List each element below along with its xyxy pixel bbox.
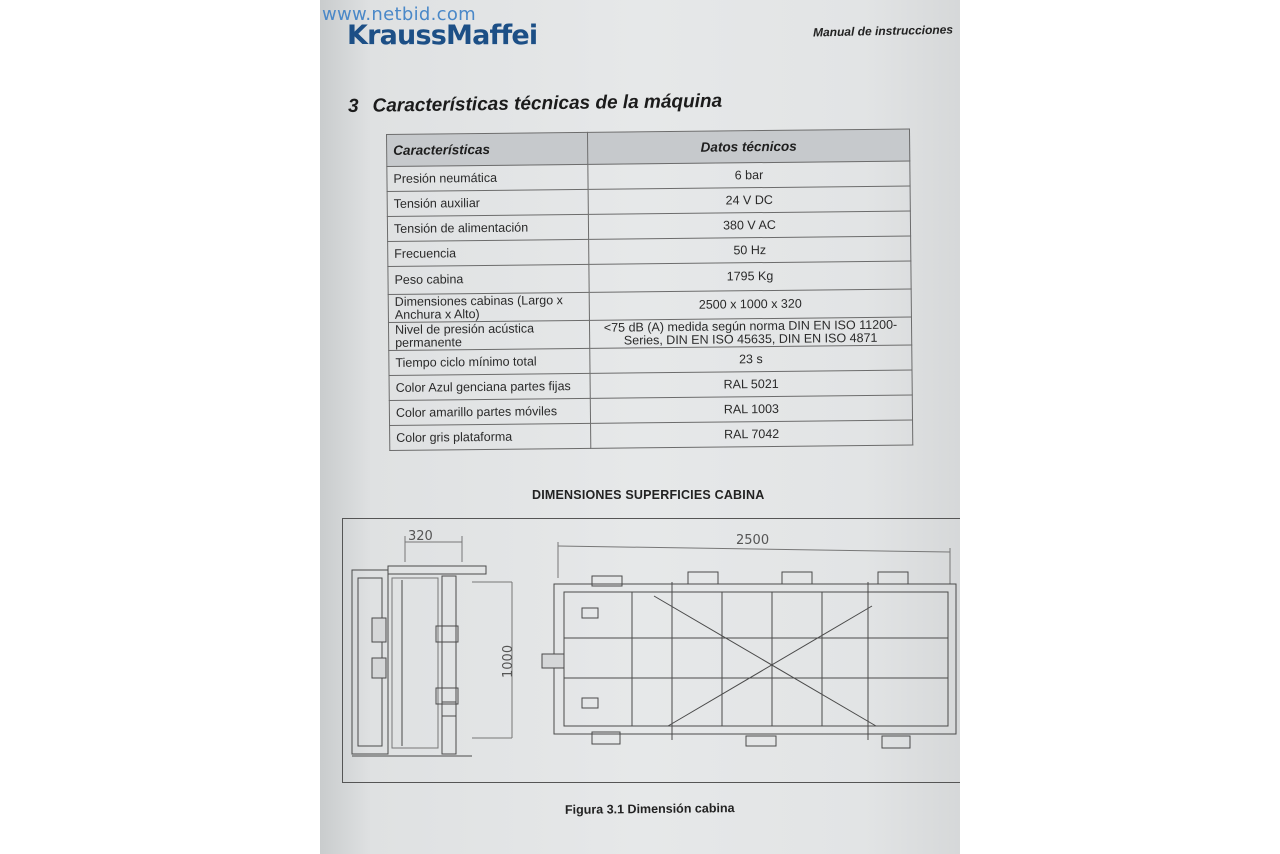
row-feature: Color amarillo partes móviles — [389, 398, 590, 425]
row-feature: Dimensiones cabinas (Largo x Anchura x Alto) — [388, 292, 589, 322]
row-value: RAL 5021 — [590, 370, 912, 398]
krauss-maffei-logo: KraussMaffei — [347, 20, 538, 51]
row-value: 23 s — [590, 345, 912, 373]
row-value: 1795 Kg — [589, 261, 911, 292]
table-row — [390, 420, 913, 450]
watermark: www.netbid.com — [322, 4, 476, 25]
top-view — [542, 542, 956, 748]
header-features: Características — [387, 132, 588, 166]
side-view — [352, 536, 512, 756]
row-feature: Presión neumática — [387, 164, 588, 191]
row-feature: Peso cabina — [388, 264, 589, 294]
row-value: 380 V AC — [588, 211, 910, 239]
header-technical-data: Datos técnicos — [587, 129, 909, 164]
row-feature: Tensión de alimentación — [387, 214, 588, 241]
row-feature: Tensión auxiliar — [387, 189, 588, 216]
row-feature: Color gris plataforma — [390, 423, 591, 450]
top-frame — [554, 584, 956, 734]
row-feature: Nivel de presión acústica permanente — [388, 320, 589, 350]
row-value: RAL 7042 — [591, 420, 913, 448]
row-value: 2500 x 1000 x 320 — [589, 289, 911, 320]
drawing-frame — [343, 519, 961, 783]
document-photo — [320, 0, 960, 854]
section-number: 3 — [347, 95, 359, 117]
row-value: 50 Hz — [589, 236, 911, 264]
row-feature: Color Azul genciana partes fijas — [389, 373, 590, 400]
dim-side-height: 1000 — [501, 644, 516, 678]
row-value: <75 dB (A) medida según norma DIN EN ISO 11200-Series, DIN EN ISO 45635, DIN EN ISO 4871 — [589, 317, 911, 348]
figure-caption: Figura 3.1 Dimensión cabina — [564, 801, 735, 817]
dim-side-width: 320 — [408, 529, 433, 544]
dim-top-length: 2500 — [736, 533, 770, 548]
row-value: 24 V DC — [588, 186, 910, 214]
row-feature: Frecuencia — [388, 239, 589, 266]
row-value: 6 bar — [588, 161, 910, 189]
cabin-dimension-drawing — [342, 518, 960, 798]
row-value: RAL 1003 — [590, 395, 912, 423]
spec-table — [386, 129, 913, 451]
row-feature: Tiempo ciclo mínimo total — [389, 348, 590, 375]
section-title: Características técnicas de la máquina — [372, 90, 723, 117]
figure-title: DIMENSIONES SUPERFICIES CABINA — [532, 488, 765, 502]
spec-table-wrapper — [386, 129, 913, 451]
section-heading — [348, 91, 722, 118]
manual-title: Manual de instrucciones — [812, 22, 954, 40]
